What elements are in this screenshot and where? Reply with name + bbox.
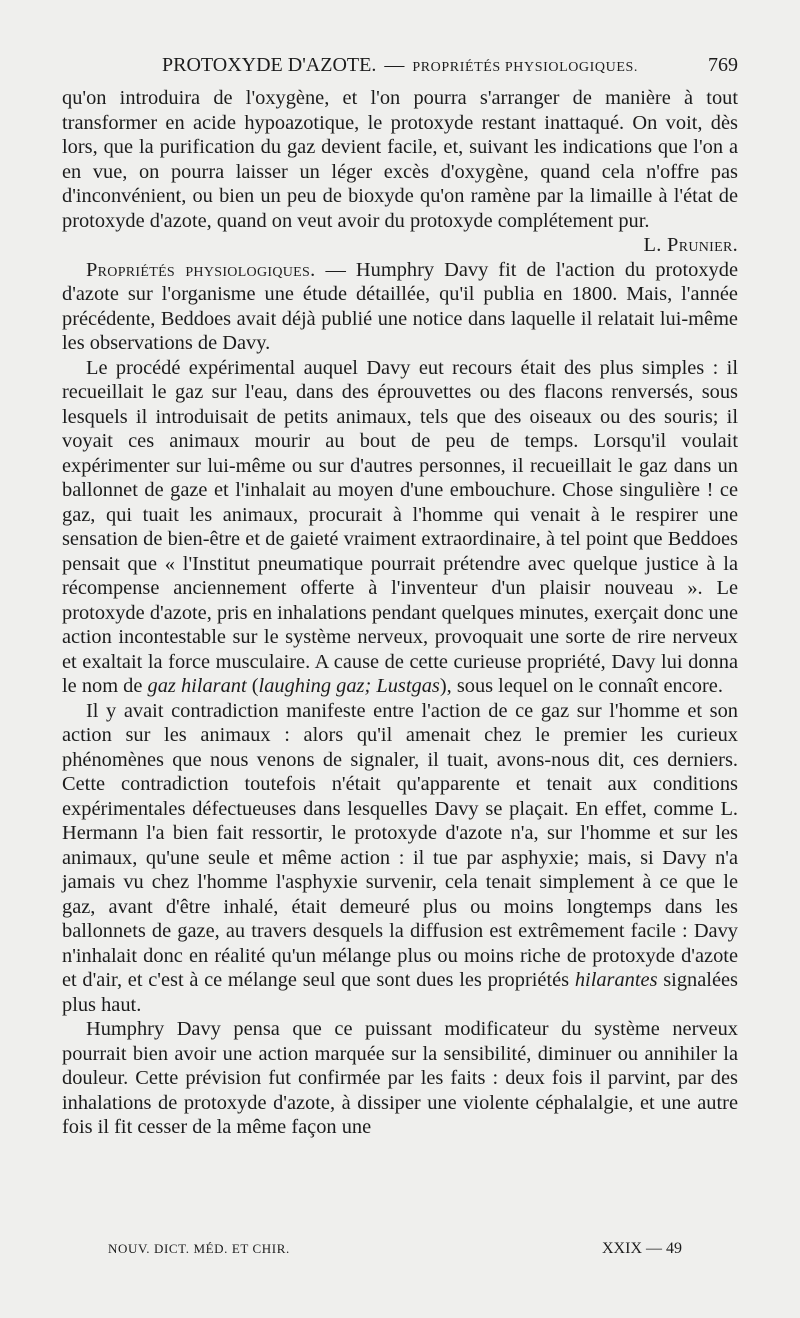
- paragraph-2: [62, 258, 738, 356]
- author-signature: L. Prunier.: [643, 234, 738, 256]
- header-separator: —: [384, 54, 405, 76]
- italic-term-laughing-gaz: laughing gaz; Lustgas: [258, 675, 440, 697]
- paragraph-1: [62, 86, 738, 258]
- page-footer: [62, 1237, 738, 1261]
- page-number: 769: [708, 54, 738, 76]
- paragraph-4: [62, 699, 738, 1018]
- paragraph-2-text: — Humphry Davy fit de l'action du protoxyde d'azote sur l'organisme une étude détaillée, qu'il publia en 1800. Mais, l'année précédente, Beddoes avait déjà publié une notice dans laquelle il relatait lui-même les observations de Davy.: [62, 258, 738, 354]
- paragraph-5-text: Humphry Davy pensa que ce puissant modificateur du système nerveux pourrait bien avoir une action marquée sur la sensibilité, diminuer ou annihiler la douleur. Cette prévision fut confirmée par les faits : deux fois il parvint, par des inhalations de protoxyde d'azote, à dissiper une violente céphalalgie, et une autre fois il fit cesser de la même façon une: [62, 1018, 738, 1138]
- paragraph-3-text-b: (: [246, 675, 259, 697]
- header-title: PROTOXYDE D'AZOTE.: [162, 54, 377, 76]
- paragraph-1-text: qu'on introduira de l'oxygène, et l'on pourra s'arranger de manière à tout transformer en acide hypoazotique, le protoxyde restant inattaqué. On voit, dès lors, que la purification du gaz devient facile, et, suivant les indications que l'on a en vue, on pourra laisser un léger excès d'oxygène, quand cela n'offre pas d'inconvénient, ou bien un peu de bioxyde qu'on ramène par la limaille à l'état de protoxyde d'azote, quand on veut avoir du protoxyde complétement pur.: [62, 87, 738, 232]
- paragraph-3: [62, 356, 738, 699]
- paragraph-5: [62, 1017, 738, 1140]
- paragraph-4-text-a: Il y avait contradiction manifeste entre l'action de ce gaz sur l'homme et son action sur les animaux : alors qu'il amenait chez le premier les curieux phénomènes que nous venons de signaler, il tuait, avons-nous dit, ces derniers. Cette contradiction toutefois n'était qu'apparente et tenait aux conditions expérimentales défectueuses dans lesquelles Davy se plaçait. En effet, comme L. Hermann l'a bien fait ressortir, le protoxyde d'azote n'a, sur l'homme et sur les animaux, qu'une seule et même action : il tue par asphyxie; mais, si Davy n'a jamais vu chez l'homme l'asphyxie survenir, cela tenait simplement à ce que le gaz, avant d'être inhalé, était demeuré plus ou moins longtemps dans les ballonnets de gaze, au travers desquels la diffusion est extrêmement facile : Davy n'inhalait donc en réalité qu'un mélange plus ou moins riche de protoxyde d'azote et d'air, et c'est à ce mélange seul que sont dues les propriétés: [62, 699, 738, 991]
- footer-publication: NOUV. DICT. MÉD. ET CHIR.: [108, 1241, 290, 1256]
- header-subtitle: PROPRIÉTÉS PHYSIOLOGIQUES.: [412, 60, 638, 75]
- running-header: [62, 50, 738, 80]
- paragraph-4-text-b: signalées plus haut.: [62, 969, 738, 1016]
- body-text: [62, 86, 738, 1140]
- italic-term-gaz-hilarant: gaz hilarant: [147, 675, 247, 697]
- section-heading: Propriétés physiologiques.: [86, 258, 316, 281]
- footer-signature-mark: XXIX — 49: [602, 1240, 682, 1257]
- header-title-line: [162, 50, 638, 83]
- paragraph-3-text-c: ), sous lequel on le connaît encore.: [439, 675, 723, 697]
- paragraph-3-text-a: Le procédé expérimental auquel Davy eut recours était des plus simples : il recueillait le gaz sur l'eau, dans des éprouvettes ou des flacons renversés, sous lesquels il introduisait de petits animaux, tels que des oiseaux ou des souris; il voyait ces animaux mourir au bout de peu de temps. Lorsqu'il voulait expérimenter sur lui-même ou sur d'autres personnes, il recueillait le gaz dans un ballonnet de gaze et l'inhalait au moyen d'une embouchure. Chose singulière ! ce gaz, qui tuait les animaux, procurait à l'homme qui venait à le respirer une sensation de bien-être et de gaieté vraiment extraordinaire, à tel point que Beddoes pensait que « l'Institut pneumatique pourrait prétendre avec quelque justice à la récompense anciennement offerte à l'inventeur d'un plaisir nouveau ». Le protoxyde d'azote, pris en inhalations pendant quelques minutes, exerçait donc une action incontestable sur le système nerveux, provoquait une sorte de rire nerveux et exaltait la force musculaire. A cause de cette curieuse propriété, Davy lui donna le nom de: [62, 356, 738, 697]
- italic-term-hilarantes: hilarantes: [574, 969, 658, 991]
